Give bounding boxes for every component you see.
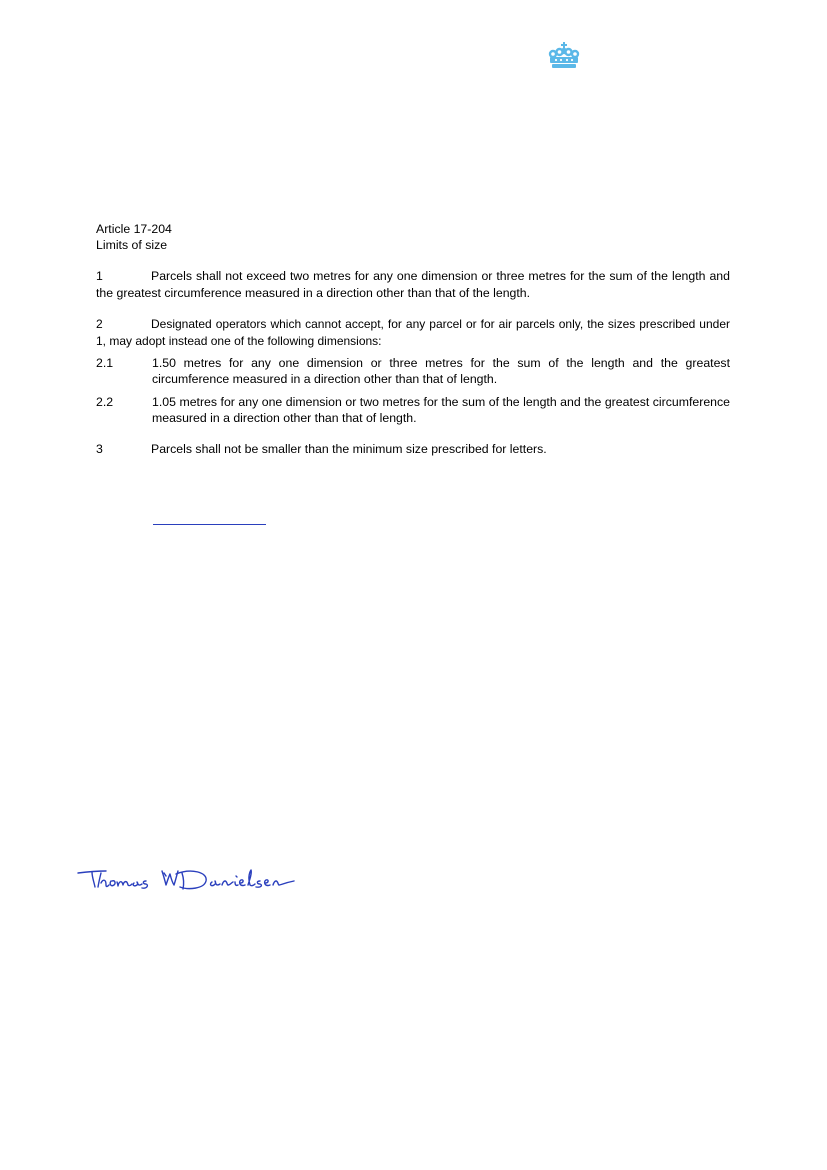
signature [76, 863, 301, 895]
paragraph-text: Parcels shall not be smaller than the minimum size prescribed for letters. [151, 442, 547, 456]
subparagraph-number: 2.1 [96, 356, 114, 370]
subparagraph-number: 2.2 [96, 395, 114, 409]
paragraph-number: 1 [96, 269, 103, 283]
paragraph-number: 2 [96, 317, 103, 331]
article-heading [96, 221, 730, 253]
crown-icon [547, 42, 581, 70]
subparagraph-2-1 [96, 355, 730, 387]
paragraph-3 [96, 441, 730, 458]
article-title: Limits of size [96, 238, 168, 252]
paragraph-2 [96, 316, 730, 349]
footnote-divider [153, 524, 266, 525]
paragraph-1 [96, 268, 730, 301]
subparagraph-text: 1.50 metres for any one dimension or three metres for the sum of the length and the greatest circumference measured in a direction other than that of length. [152, 356, 730, 386]
paragraph-number: 3 [96, 442, 103, 456]
subparagraph-2-2 [96, 394, 730, 426]
paragraph-text: Parcels shall not exceed two metres for any one dimension or three metres for the sum of the length and the greatest circumference measured in a direction other than that of the length. [96, 269, 730, 300]
article-number: Article 17-204 [96, 222, 172, 236]
subparagraph-text: 1.05 metres for any one dimension or two metres for the sum of the length and the greatest circumference measured in a direction other than that of length. [152, 395, 730, 425]
paragraph-text: Designated operators which cannot accept, for any parcel or for air parcels only, the sizes prescribed under 1, may adopt instead one of the following dimensions: [96, 317, 730, 348]
